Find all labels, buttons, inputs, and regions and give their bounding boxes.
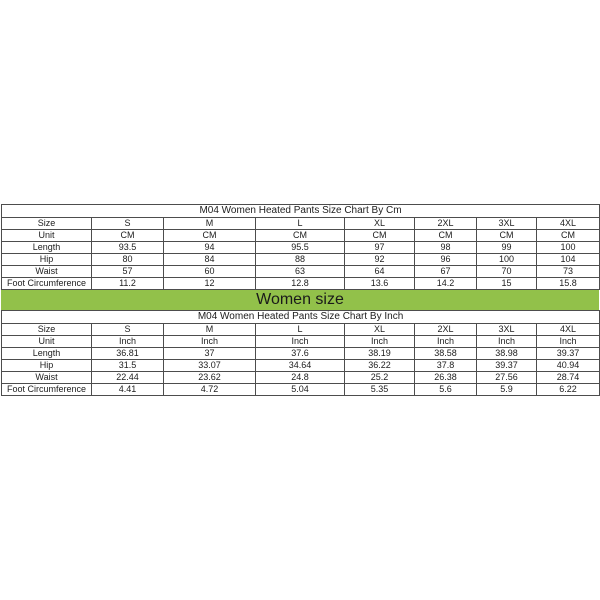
data-cell: 98 [415,242,477,254]
data-cell: CM [345,230,415,242]
table-title: M04 Women Heated Pants Size Chart By Inch [2,311,600,324]
data-cell: Inch [345,336,415,348]
data-cell: 57 [92,266,164,278]
header-cell: XL [345,324,415,336]
header-cell: 2XL [415,324,477,336]
header-cell: 4XL [537,218,600,230]
data-cell: 37 [164,348,256,360]
data-cell: CM [537,230,600,242]
header-cell: S [92,324,164,336]
data-cell: 6.22 [537,384,600,396]
data-cell: 64 [345,266,415,278]
table-row [2,254,600,266]
header-cell: S [92,218,164,230]
data-cell: 33.07 [164,360,256,372]
data-cell: 80 [92,254,164,266]
header-cell: XL [345,218,415,230]
row-label-cell: Foot Circumference [2,384,92,396]
header-cell: M [164,324,256,336]
data-cell: 37.6 [256,348,345,360]
data-cell: 70 [477,266,537,278]
data-cell: 15.8 [537,278,600,290]
data-cell: CM [256,230,345,242]
data-cell: 24.8 [256,372,345,384]
header-cell: 2XL [415,218,477,230]
data-cell: 11.2 [92,278,164,290]
size-table-cm [1,204,600,290]
table-row [2,230,600,242]
table-row [2,266,600,278]
data-cell: CM [164,230,256,242]
data-cell: 100 [477,254,537,266]
data-cell: 28.74 [537,372,600,384]
data-cell: 73 [537,266,600,278]
row-label-cell: Hip [2,254,92,266]
row-label-cell: Foot Circumference [2,278,92,290]
data-cell: 38.58 [415,348,477,360]
table-row [2,278,600,290]
data-cell: 4.72 [164,384,256,396]
table-title-row [2,311,600,324]
data-cell: 99 [477,242,537,254]
data-cell: 84 [164,254,256,266]
row-label-cell: Unit [2,336,92,348]
women-size-banner-label: Women size [256,291,344,308]
data-cell: 63 [256,266,345,278]
table-title-row [2,205,600,218]
header-cell: M [164,218,256,230]
data-cell: 104 [537,254,600,266]
data-cell: 27.56 [477,372,537,384]
data-cell: 60 [164,266,256,278]
data-cell: 4.41 [92,384,164,396]
data-cell: 97 [345,242,415,254]
table-header-row [2,324,600,336]
data-cell: 13.6 [345,278,415,290]
data-cell: 12.8 [256,278,345,290]
data-cell: 22.44 [92,372,164,384]
data-cell: 36.81 [92,348,164,360]
row-label-cell: Length [2,242,92,254]
data-cell: 67 [415,266,477,278]
table-header-row [2,218,600,230]
header-cell: 4XL [537,324,600,336]
data-cell: 5.04 [256,384,345,396]
header-cell: L [256,218,345,230]
data-cell: 5.9 [477,384,537,396]
table-row [2,242,600,254]
data-cell: 95.5 [256,242,345,254]
header-cell: 3XL [477,218,537,230]
data-cell: 12 [164,278,256,290]
data-cell: 25.2 [345,372,415,384]
data-cell: Inch [415,336,477,348]
row-label-cell: Size [2,218,92,230]
data-cell: CM [92,230,164,242]
data-cell: 39.37 [537,348,600,360]
table-title: M04 Women Heated Pants Size Chart By Cm [2,205,600,218]
table-row [2,336,600,348]
row-label-cell: Size [2,324,92,336]
header-cell: 3XL [477,324,537,336]
table-row [2,360,600,372]
data-cell: Inch [92,336,164,348]
data-cell: 23.62 [164,372,256,384]
data-cell: 5.35 [345,384,415,396]
table-row [2,348,600,360]
table-row [2,372,600,384]
data-cell: 38.19 [345,348,415,360]
data-cell: Inch [477,336,537,348]
header-cell: L [256,324,345,336]
data-cell: 15 [477,278,537,290]
data-cell: Inch [256,336,345,348]
data-cell: Inch [537,336,600,348]
data-cell: 38.98 [477,348,537,360]
data-cell: 31.5 [92,360,164,372]
size-table-inch [1,310,600,396]
women-size-banner [1,290,599,310]
data-cell: Inch [164,336,256,348]
row-label-cell: Length [2,348,92,360]
data-cell: 93.5 [92,242,164,254]
size-chart-sheet [1,204,599,396]
data-cell: 40.94 [537,360,600,372]
row-label-cell: Hip [2,360,92,372]
table-row [2,384,600,396]
data-cell: 88 [256,254,345,266]
data-cell: CM [415,230,477,242]
data-cell: 37.8 [415,360,477,372]
row-label-cell: Unit [2,230,92,242]
row-label-cell: Waist [2,372,92,384]
data-cell: CM [477,230,537,242]
data-cell: 5.6 [415,384,477,396]
data-cell: 14.2 [415,278,477,290]
data-cell: 100 [537,242,600,254]
data-cell: 92 [345,254,415,266]
row-label-cell: Waist [2,266,92,278]
data-cell: 39.37 [477,360,537,372]
data-cell: 96 [415,254,477,266]
data-cell: 26.38 [415,372,477,384]
data-cell: 34.64 [256,360,345,372]
data-cell: 94 [164,242,256,254]
data-cell: 36.22 [345,360,415,372]
